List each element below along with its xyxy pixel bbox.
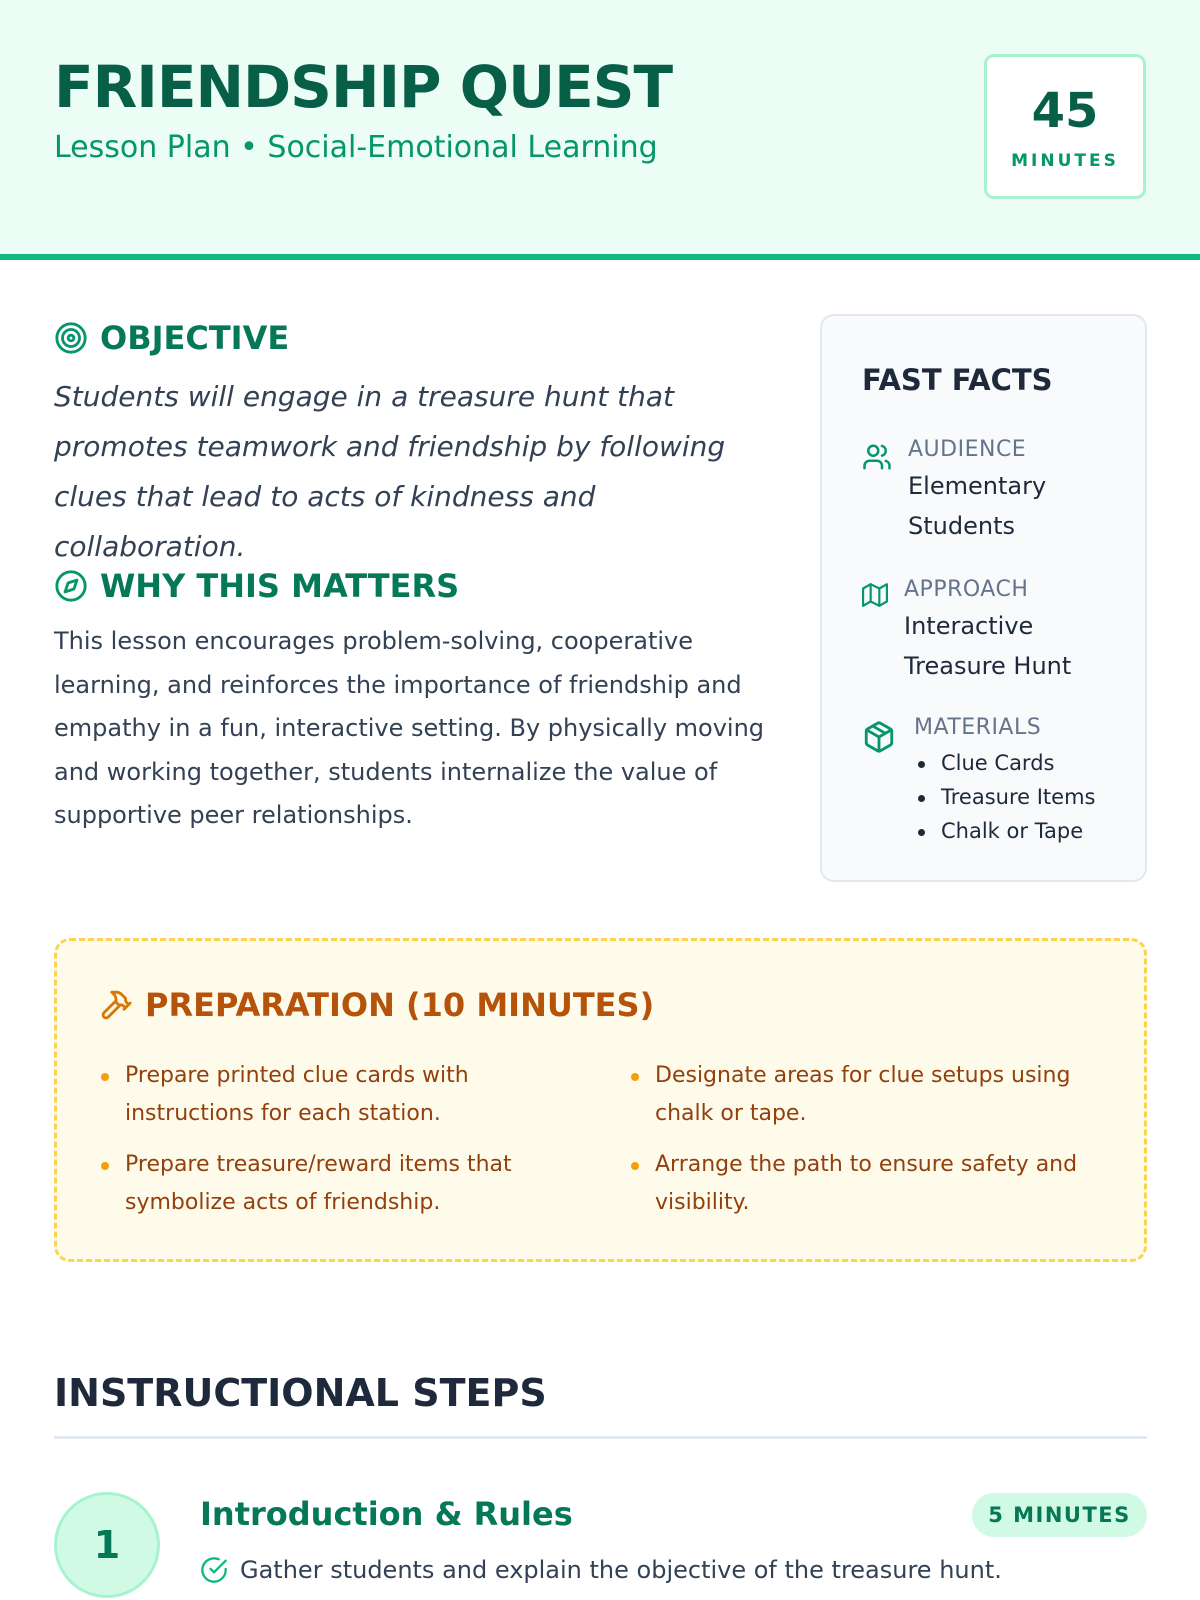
lesson-header [0,0,1200,260]
step-detail-text: Gather students and explain the objective of the treasure hunt. [240,1556,1002,1584]
fact-approach-value: Interactive Treasure Hunt [904,612,1072,680]
objective-heading [54,318,289,358]
steps-divider [54,1436,1147,1439]
materials-list [914,746,1134,848]
fact-approach-label: APPROACH [904,577,1029,602]
preparation-heading-label: PREPARATION (10 MINUTES) [145,986,655,1024]
why-text: This lesson encourages problem-solving, cooperative learning, and reinforces the importance of friendship and empathy in a fun, interactive setting. By physically moving and working together, students internalize the value of supportive peer relationships. [54,627,765,829]
preparation-item: Arrange the path to ensure safety and visibility. [629,1146,1089,1222]
lesson-subtitle: Lesson Plan • Social-Emotional Learning [54,130,658,165]
compass-icon [54,569,88,603]
duration-box [984,54,1146,199]
preparation-item: Prepare printed clue cards with instructions for each station. [99,1057,539,1133]
package-icon [862,720,896,754]
target-icon [54,321,88,355]
fact-audience-value: Elementary Students [908,472,1047,540]
preparation-item: Designate areas for clue setups using chalk or tape. [629,1057,1089,1133]
preparation-list-left [99,1057,539,1235]
fast-facts-title: FAST FACTS [862,363,1053,397]
step-detail [200,1552,1002,1588]
steps-heading: INSTRUCTIONAL STEPS [54,1371,547,1415]
materials-item: Treasure Items [914,780,1134,814]
duration-unit: MINUTES [1011,151,1119,171]
step-title: Introduction & Rules [200,1495,573,1533]
preparation-list-right [629,1057,1089,1235]
step-number: 1 [54,1492,160,1598]
why-heading-label: WHY THIS MATTERS [100,567,460,605]
fact-audience-label: AUDIENCE [908,437,1027,462]
preparation-heading [99,985,654,1025]
objective-heading-label: OBJECTIVE [100,319,290,357]
map-icon [862,582,888,608]
check-circle-icon [200,1556,228,1584]
users-icon [862,442,892,472]
why-heading [54,566,459,606]
step-duration-badge: 5 MINUTES [972,1493,1147,1537]
materials-item: Clue Cards [914,746,1134,780]
fast-facts-card [820,314,1147,882]
preparation-item: Prepare treasure/reward items that symbolize acts of friendship. [99,1146,539,1222]
preparation-card [54,938,1147,1262]
materials-item: Chalk or Tape [914,814,1134,848]
duration-value: 45 [1031,83,1099,139]
objective-text: Students will engage in a treasure hunt that promotes teamwork and friendship by following clues that lead to acts of kindness and collaboration. [54,380,726,563]
fact-materials-label: MATERIALS [914,715,1042,740]
lesson-title: FRIENDSHIP QUEST [54,53,673,121]
hammer-icon [99,988,133,1022]
